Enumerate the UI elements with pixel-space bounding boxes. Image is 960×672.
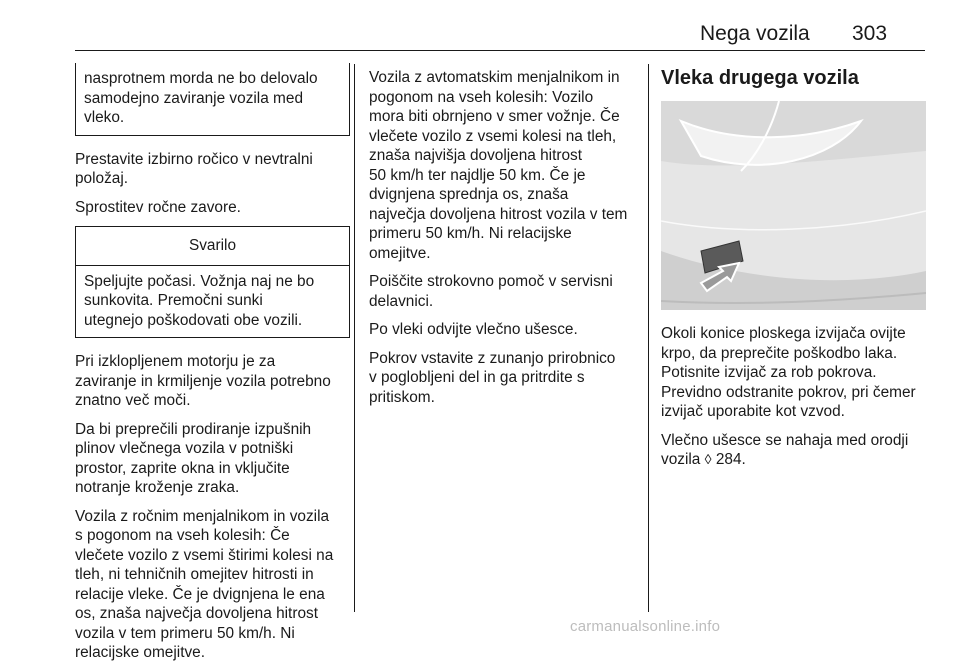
paragraph: Po vleki odvijte vlečno ušesce. (369, 321, 578, 338)
column-right (661, 64, 926, 479)
page-reference-icon: ◊ (704, 451, 712, 467)
paragraph: Poiščite strokovno pomoč v servisni delavnici. (369, 273, 613, 310)
warning-title: Svarilo (76, 227, 349, 266)
paragraph: Vozila z ročnim menjalnikom in vozila s pogonom na vseh kolesih: Če vlečete vozilo z vsemi štirimi kolesi na tleh, ni tehničnih omejitev hitrosti in relacije vleke. Če je dvignjena le ena os, znaša največja dovoljena hitrost vozila v tem primeru 50 km/h. Ni relacijske omejitve. (75, 507, 334, 661)
warning-text: Speljujte počasi. Vožnja naj ne bo sunkovita. Premočni sunki utegnejo poškodovati obe vozili. (84, 272, 315, 329)
rear-bumper-illustration (661, 101, 926, 310)
paragraph: Prestavite izbirno ročico v nevtralni položaj. (75, 150, 313, 187)
page-reference-link[interactable]: 284. (715, 451, 746, 468)
section-title: Vleka drugega vozila (661, 67, 859, 89)
paragraph: Vozila z avtomatskim menjalnikom in pogonom na vseh kolesih: Vozilo mora biti obrnjeno v smer vožnje. Če vlečete vozilo z vsemi kolesi na tleh, znaša najvišja dovoljena hitrost 50 km/h ter najdlje 50 km. Če je dvignjena sprednja os, znaša največja dovoljena hitrost vozila v tem primeru 50 km/h. Ni relacijske omejitve. (369, 69, 628, 262)
column-left (75, 64, 350, 672)
header-rule (75, 50, 925, 51)
column-divider-1 (354, 64, 355, 612)
paragraph: Pri izklopljenem motorju je za zaviranje in krmiljenje vozila potrebno znatno več moči. (75, 353, 331, 409)
page-number: 303 (852, 22, 888, 45)
bumper-figure-svg (661, 101, 926, 310)
page-header-title: Nega vozila (700, 22, 810, 45)
warning-box (75, 226, 350, 338)
notice-box-text: nasprotnem morda ne bo delovalo samodejno zaviranje vozila med vleko. (84, 70, 318, 126)
paragraph: Da bi preprečili prodiranje izpušnih plinov vlečnega vozila v potniški prostor, zaprite okna in vključite notranje kroženje zraka. (75, 420, 312, 496)
watermark: carmanualsonline.info (570, 618, 721, 635)
column-divider-2 (648, 64, 649, 612)
reference-text: Vlečno ušesce se nahaja med orodji vozila (661, 431, 909, 468)
notice-box-continued (75, 63, 350, 136)
paragraph: Okoli konice ploskega izvijača ovijte krpo, da preprečite poškodbo laka. Potisnite izvijač za rob pokrova. Previdno odstranite pokrov, pri čemer izvijač uporabite kot vzvod. (661, 325, 916, 420)
paragraph: Sprostitev ročne zavore. (75, 198, 241, 216)
column-middle (369, 68, 639, 416)
paragraph-reference (661, 431, 926, 470)
paragraph: Pokrov vstavite z zunanjo prirobnico v poglobljeni del in ga pritrdite s pritiskom. (369, 349, 616, 406)
